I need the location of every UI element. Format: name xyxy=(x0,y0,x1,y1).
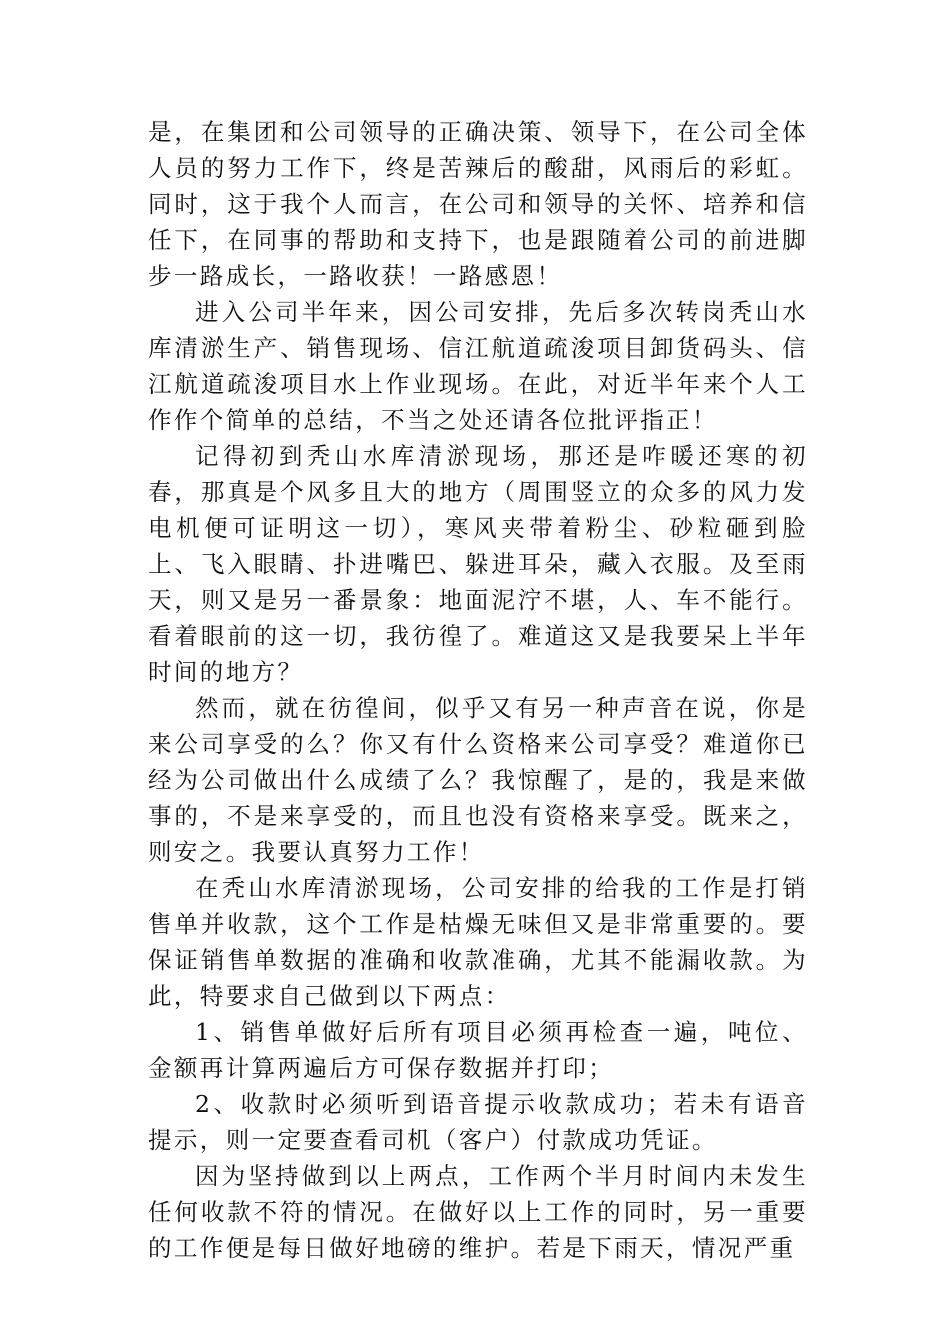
document-body xyxy=(148,114,808,1266)
paragraph-5: 在秃山水库清淤现场，公司安排的给我的工作是打销售单并收款，这个工作是枯燥无味但又是非常重要的。要保证销售单数据的准确和收款准确，尤其不能漏收款。为此，特要求自己做到以下两点： xyxy=(148,874,808,1010)
paragraph-3: 记得初到秃山水库清淤现场，那还是咋暖还寒的初春，那真是个风多且大的地方（周围竖立的众多的风力发电机便可证明这一切），寒风夹带着粉尘、砂粒砸到脸上、飞入眼睛、扑进嘴巴、躲进耳朵，藏入衣服。及至雨天，则又是另一番景象：地面泥泞不堪，人、车不能行。看着眼前的这一切，我彷徨了。难道这又是我要呆上半年时间的地方？ xyxy=(148,442,808,686)
paragraph-2: 进入公司半年来，因公司安排，先后多次转岗秃山水库清淤生产、销售现场、信江航道疏浚项目卸货码头、信江航道疏浚项目水上作业现场。在此，对近半年来个人工作作个简单的总结，不当之处还请各位批评指正！ xyxy=(148,298,808,434)
list-item-2: 2、收款时必须听到语音提示收款成功；若未有语音提示，则一定要查看司机（客户）付款成功凭证。 xyxy=(148,1090,808,1154)
list-item-1: 1、销售单做好后所有项目必须再检查一遍，吨位、金额再计算两遍后方可保存数据并打印； xyxy=(148,1018,808,1082)
paragraph-4: 然而，就在彷徨间，似乎又有另一种声音在说，你是来公司享受的么？你又有什么资格来公司享受？难道你已经为公司做出什么成绩了么？我惊醒了，是的，我是来做事的，不是来享受的，而且也没有资格来享受。既来之，则安之。我要认真努力工作！ xyxy=(148,694,808,866)
paragraph-1: 是，在集团和公司领导的正确决策、领导下，在公司全体人员的努力工作下，终是苦辣后的酸甜，风雨后的彩虹。同时，这于我个人而言，在公司和领导的关怀、培养和信任下，在同事的帮助和支持下，也是跟随着公司的前进脚步一路成长，一路收获！一路感恩！ xyxy=(148,118,808,290)
paragraph-6: 因为坚持做到以上两点，工作两个半月时间内未发生任何收款不符的情况。在做好以上工作的同时，另一重要的工作便是每日做好地磅的维护。若是下雨天，情况严重 xyxy=(148,1162,808,1262)
